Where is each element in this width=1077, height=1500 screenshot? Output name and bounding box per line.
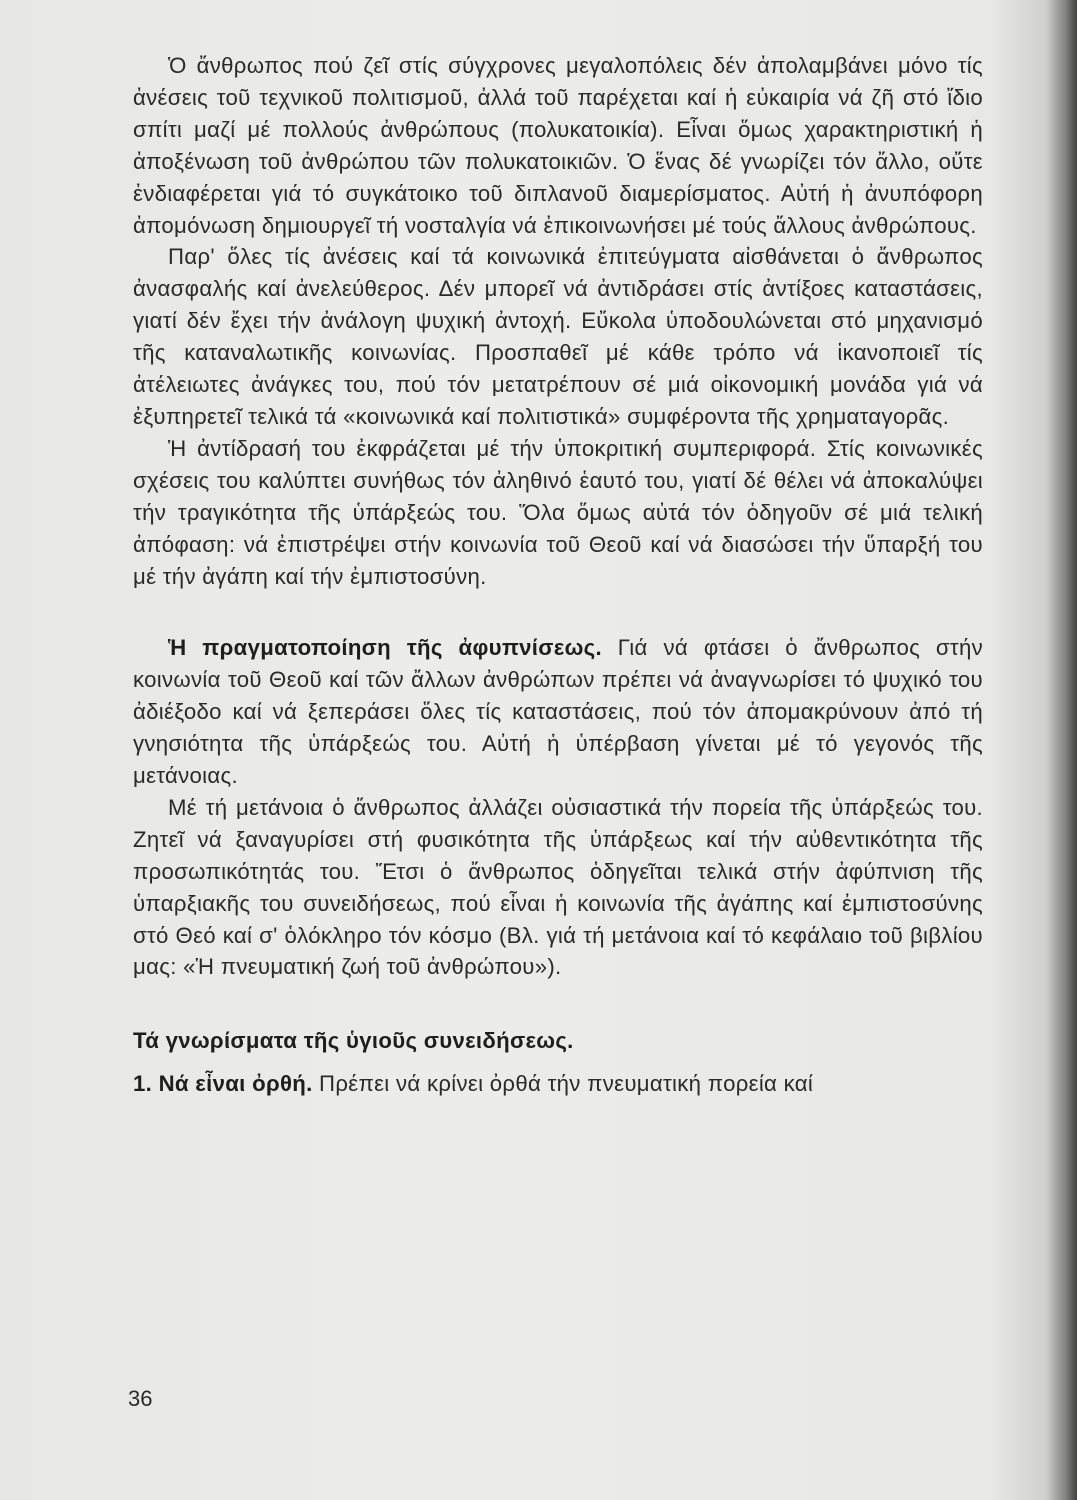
paragraph-4-text: Γιά νά φτάσει ὁ ἄνθρωπος στήν κοινωνία τοῦ Θεοῦ καί τῶν ἄλλων ἀνθρώπων πρέπει νά ἀναγνωρίσει τό ψυχικό του ἀδιέξοδο καί νά ξεπεράσει ὅλες τίς καταστάσεις, πού τόν ἀπομακρύνουν ἀπό τή γνησιότητα τῆς ὑπάρξεώς του. Αὐτή ἡ ὑπέρβαση γίνεται μέ τό γεγονός τῆς μετάνοιας.: [133, 635, 984, 789]
section-title-awakening: Ἡ πραγματοποίηση τῆς ἀφυπνίσεως.: [168, 635, 602, 661]
paragraph-5: Μέ τή μετάνοια ὁ ἄνθρωπος ἀλλάζει οὐσιαστικά τήν πορεία τῆς ὑπάρξεώς του. Ζητεῖ νά ξαναγυρίσει στή φυσικότητα τῆς ὑπάρξεως καί τήν αὐθεντικότητα τῆς προσωπικότητάς του. Ἔτσι ὁ ἄνθρωπος ὁδηγεῖται τελικά στήν ἀφύπνιση τῆς ὑπαρξιακῆς του συνειδήσεως, πού εἶναι ἡ κοινωνία τῆς ἀγάπης καί ἐμπιστοσύνης στό Θεό καί σ' ὁλόκληρο τόν κόσμο (Βλ. γιά τή μετάνοια καί τό κεφάλαιο τοῦ βιβλίου μας: «Ἡ πνευματική ζωή τοῦ ἀνθρώπου»).: [133, 794, 983, 980]
list-item-1: [133, 1068, 983, 1100]
section-gap: [133, 592, 983, 632]
paragraph-4: [133, 632, 983, 792]
heading-gap: [133, 983, 983, 1025]
paragraph-3: Ἡ ἀντίδρασή του ἐκφράζεται μέ τήν ὑποκριτική συμπεριφορά. Στίς κοινωνικές σχέσεις του καλύπτει συνήθως τόν ἀληθινό ἑαυτό του, γιατί δέ θέλει νά ἀποκαλύψει τήν τραγικότητα τῆς ὑπάρξεώς του. Ὅλα ὅμως αὐτά τόν ὁδηγοῦν σέ μιά τελική ἀπόφαση: νά ἐπιστρέψει στήν κοινωνία τοῦ Θεοῦ καί νά διασώσει τήν ὕπαρξή του μέ τήν ἀγάπη καί τήν ἐμπιστοσύνη.: [133, 435, 983, 589]
page-body: [133, 50, 983, 1100]
list-item-1-text: Πρέπει νά κρίνει ὀρθά τήν πνευματική πορεία καί: [312, 1071, 814, 1097]
page-edge-shadow: [1047, 0, 1077, 1500]
paragraph-2: Παρ' ὅλες τίς ἀνέσεις καί τά κοινωνικά ἐπιτεύγματα αἰσθάνεται ὁ ἄνθρωπος ἀνασφαλής καί ἀνελεύθερος. Δέν μπορεῖ νά ἀντιδράσει στίς ἀντίξοες καταστάσεις, γιατί δέν ἔχει τήν ἀνάλογη ψυχική ἀντοχή. Εὔκολα ὑποδουλώνεται στό μηχανισμό τῆς καταναλωτικῆς κοινωνίας. Προσπαθεῖ μέ κάθε τρόπο νά ἱκανοποιεῖ τίς ἀτέλειωτες ἀνάγκες του, πού τόν μετατρέπουν σέ μιά οἰκονομική μονάδα γιά νά ἐξυπηρετεῖ τελικά τά «κοινωνικά καί πολιτιστικά» συμφέροντα τῆς χρηματαγορᾶς.: [133, 244, 983, 429]
paragraph-1: Ὁ ἄνθρωπος πού ζεῖ στίς σύγχρονες μεγαλοπόλεις δέν ἀπολαμβάνει μόνο τίς ἀνέσεις τοῦ τεχνικοῦ πολιτισμοῦ, ἀλλά τοῦ παρέχεται καί ἡ εὐκαιρία νά ζῆ στό ἴδιο σπίτι μαζί μέ πολλούς ἀνθρώπους (πολυκατοικία). Εἶναι ὅμως χαρακτηριστική ἡ ἀποξένωση τοῦ ἀνθρώπου τῶν πολυκατοικιῶν. Ὁ ἕνας δέ γνωρίζει τόν ἄλλο, οὔτε ἐνδιαφέρεται γιά τό συγκάτοικο τοῦ διπλανοῦ διαμερίσματος. Αὐτή ἡ ἀνυπόφορη ἀπομόνωση δημιουργεῖ τή νοσταλγία νά ἐπικοινωνήσει μέ τούς ἄλλους ἀνθρώπους.: [133, 53, 983, 238]
page-number: 36: [128, 1386, 153, 1411]
list-item-1-title: 1. Νά εἶναι ὀρθή.: [133, 1071, 313, 1097]
section-heading-conscience: Τά γνωρίσματα τῆς ὑγιοῦς συνειδήσεως.: [133, 1028, 574, 1054]
